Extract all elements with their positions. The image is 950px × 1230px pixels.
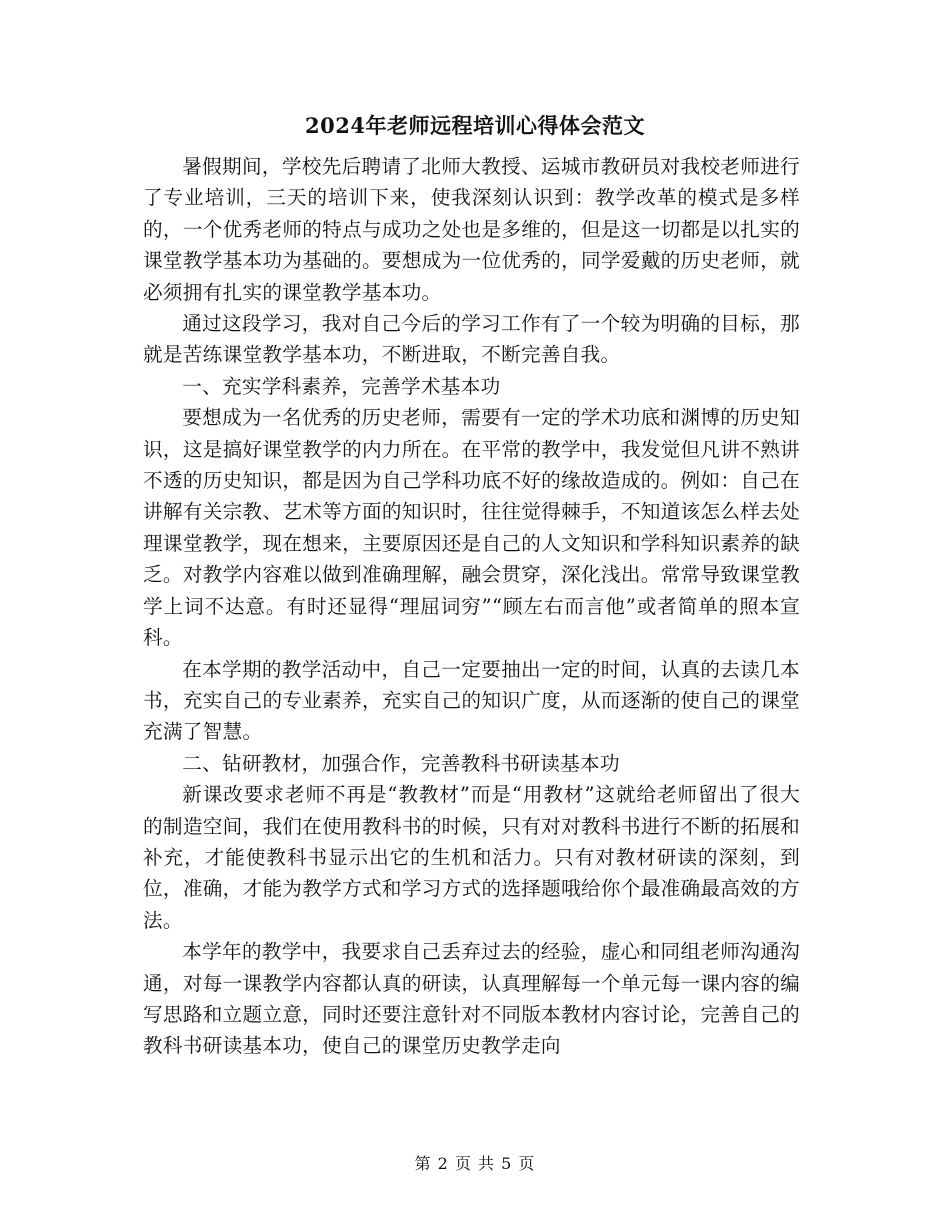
section-heading-1: 一、充实学科素养，完善学术基本功 <box>182 374 501 398</box>
page-number-footer: 第 2 页 共 5 页 <box>414 1154 536 1173</box>
document-body <box>143 151 800 1062</box>
paragraph-intro: 暑假期间，学校先后聘请了北师大教授、运城市教研员对我校老师进行了专业培训，三天的培训下来，使我深刻认识到：教学改革的模式是多样的，一个优秀老师的特点与成功之处也是多维的，但是这一切都是以扎实的课堂教学基本功为基础的。要想成为一位优秀的，同学爱戴的历史老师，就必须拥有扎实的课堂教学基本功。 <box>143 155 800 304</box>
paragraph-teaching-plan: 本学年的教学中，我要求自己丢弃过去的经验，虚心和同组老师沟通沟通，对每一课教学内容都认真的研读，认真理解每一个单元每一课内容的编写思路和立题立意，同时还要注意针对不同版本教材内容讨论，完善自己的教科书研读基本功，使自己的课堂历史教学走向 <box>143 940 800 1058</box>
page-title: 2024年老师远程培训心得体会范文 <box>305 113 645 138</box>
paragraph-goal: 通过这段学习，我对自己今后的学习工作有了一个较为明确的目标，那就是苦练课堂教学基本功，不断进取，不断完善自我。 <box>143 312 800 367</box>
paragraph-academic: 要想成为一名优秀的历史老师，需要有一定的学术功底和渊博的历史知识，这是搞好课堂教学的内力所在。在平常的教学中，我发觉但凡讲不熟讲不透的历史知识，都是因为自己学科功底不好的缘故造成的。例如：自己在讲解有关宗教、艺术等方面的知识时，往往觉得棘手，不知道该怎么样去处理课堂教学，现在想来，主要原因还是自己的人文知识和学科知识素养的缺乏。对教学内容难以做到准确理解，融会贯穿，深化浅出。常常导致课堂教学上词不达意。有时还显得“理屈词穷”“顾左右而言他”或者简单的照本宣科。 <box>143 406 800 650</box>
paragraph-reading-plan: 在本学期的教学活动中，自己一定要抽出一定的时间，认真的去读几本书，充实自己的专业素养，充实自己的知识广度，从而逐渐的使自己的课堂充满了智慧。 <box>143 657 800 744</box>
paragraph-textbook: 新课改要求老师不再是“教教材”而是“用教材”这就给老师留出了很大的制造空间，我们在使用教科书的时候，只有对对教科书进行不断的拓展和补充，才能使教科书显示出它的生机和活力。只有对教材研读的深刻，到位，准确，才能为教学方式和学习方式的选择题哦给你个最准确最高效的方法。 <box>143 783 800 932</box>
section-heading-2: 二、钻研教材，加强合作，完善教科书研读基本功 <box>182 751 620 775</box>
